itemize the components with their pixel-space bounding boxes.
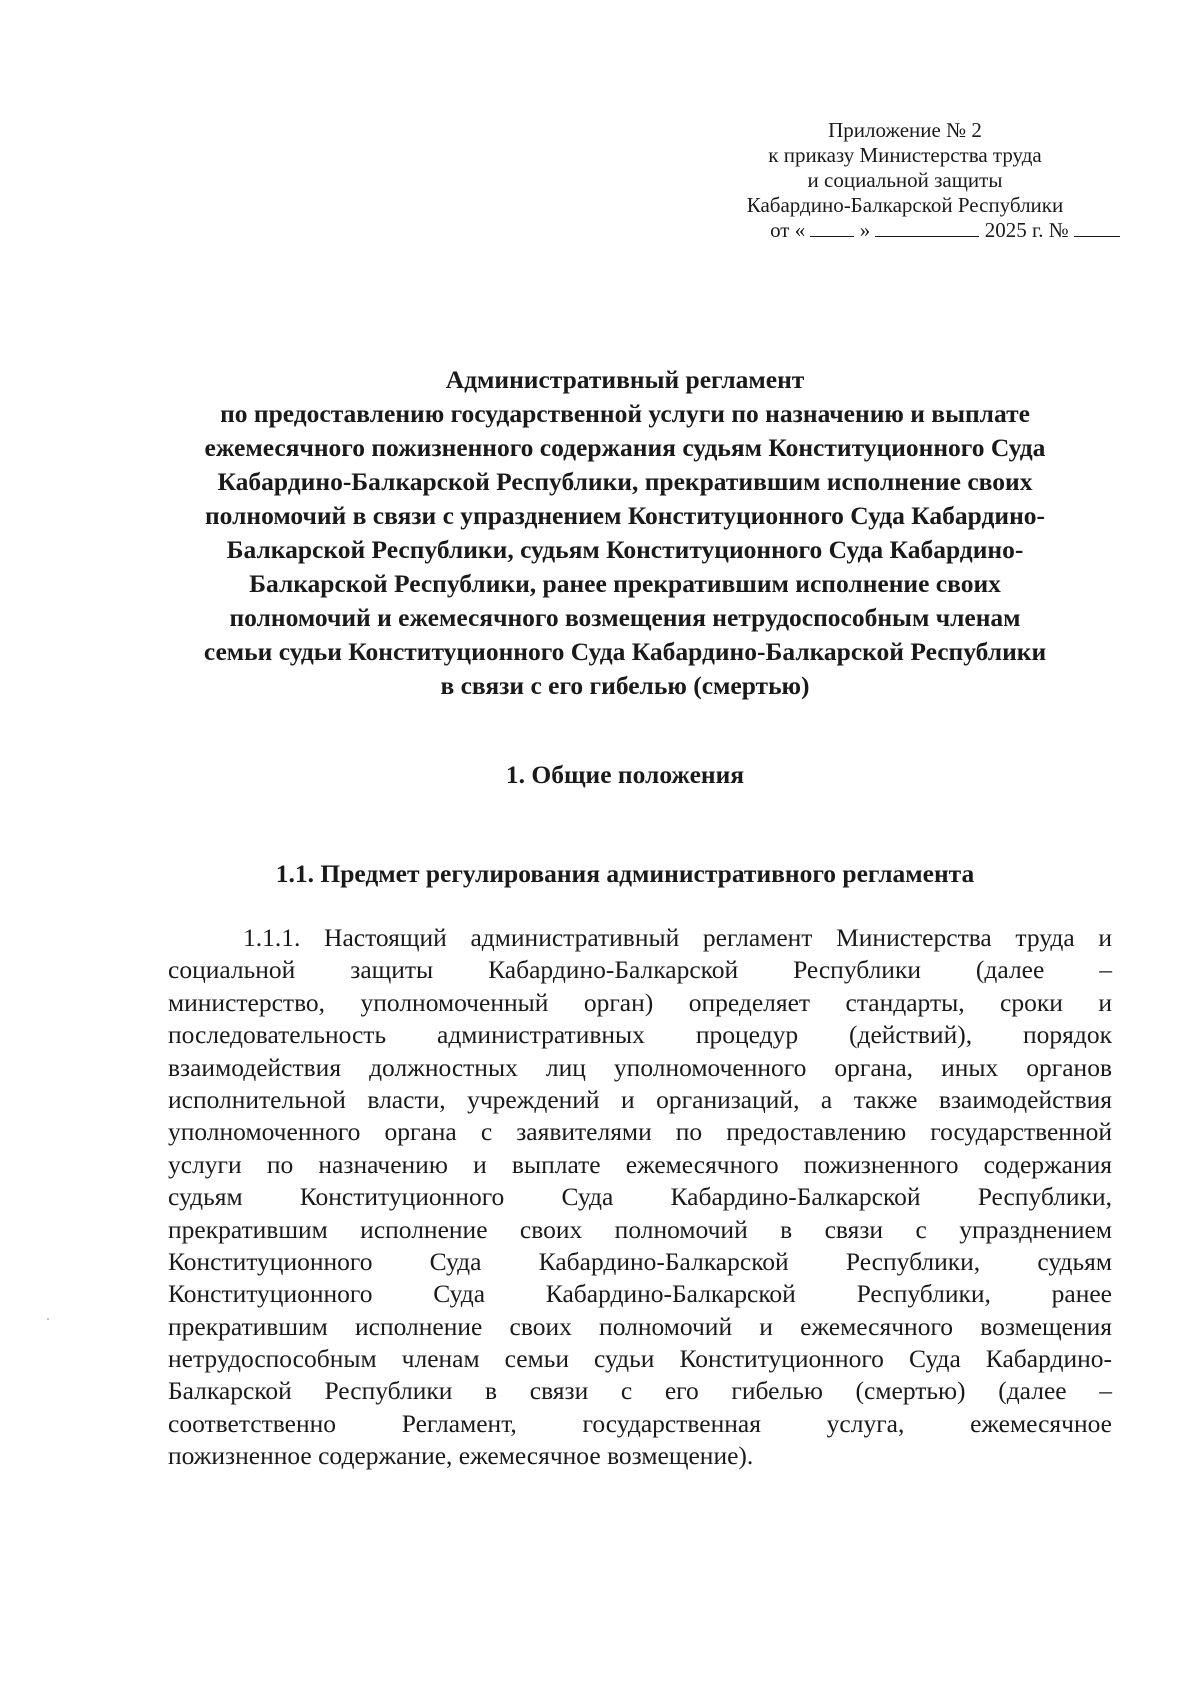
paragraph-line: прекратившим исполнение своих полномочий и ежемесячного возмещения [168,1311,1112,1341]
annex-number: Приложение № 2 [828,118,982,142]
scan-speck [47,1318,49,1320]
date-mid: » [859,218,871,242]
title-line: по предоставлению государственной услуги по назначению и выплате [220,399,1030,428]
paragraph-line: уполномоченного органа с заявителями по предоставлению государственной [168,1117,1112,1147]
paragraph-line: последовательность административных процедур (действий), порядок [168,1020,1112,1050]
title-line: Балкарской Республики, ранее прекратившим исполнение своих [249,569,1001,598]
section-heading-general: 1. Общие положения [505,760,745,789]
title-line: в связи с его гибелью (смертью) [440,671,810,700]
annex-republic: Кабардино-Балкарской Республики [746,193,1064,217]
paragraph-line: нетрудоспособным членам семьи судьи Конституционного Суда Кабардино- [168,1344,1112,1374]
day-blank [810,218,854,237]
annex-date-line [690,218,1120,243]
paragraph-line: взаимодействия должностных лиц уполномоченного органа, иных органов [168,1052,1112,1082]
paragraph-line: пожизненное содержание, ежемесячное возмещение). [168,1441,754,1471]
document-title [150,363,1100,703]
paragraph-line: прекратившим исполнение своих полномочий в связи с упразднением [168,1214,1112,1244]
paragraph-line: 1.1.1. Настоящий административный регламент Министерства труда и [243,923,1112,952]
title-line: ежемесячного пожизненного содержания судьям Конституционного Суда [204,433,1046,462]
paragraph-line: услуги по назначению и выплате ежемесячного пожизненного содержания [168,1149,1112,1179]
annex-order-ref: к приказу Министерства труда [768,143,1042,167]
title-line: полномочий в связи с упразднением Конституционного Суда Кабардино- [204,501,1046,530]
annex-header [690,118,1120,243]
date-year: 2025 г. № [984,218,1069,242]
paragraph-line: социальной защиты Кабардино-Балкарской Республики (далее – [168,955,1112,985]
title-line: полномочий и ежемесячного возмещения нетрудоспособным членам [229,603,1021,632]
title-line: семьи судьи Конституционного Суда Кабардино-Балкарской Республики [203,637,1047,666]
month-blank [875,218,979,237]
paragraph-1-1-1 [168,922,1112,1473]
subsection-heading-subject: 1.1. Предмет регулирования административного регламента [275,859,975,888]
paragraph-line: судьям Конституционного Суда Кабардино-Балкарской Республики, [168,1182,1112,1212]
title-line: Кабардино-Балкарской Республики, прекратившим исполнение своих [217,467,1033,496]
paragraph-line: министерство, уполномоченный орган) определяет стандарты, сроки и [168,987,1112,1017]
paragraph-line: Конституционного Суда Кабардино-Балкарской Республики, судьям [168,1246,1112,1276]
date-prefix: от « [770,218,806,242]
paragraph-line: Балкарской Республики в связи с его гибелью (смертью) (далее – [168,1376,1112,1406]
title-line: Балкарской Республики, судьям Конституционного Суда Кабардино- [226,535,1024,564]
paragraph-line: соответственно Регламент, государственная услуга, ежемесячное [168,1408,1112,1438]
annex-ministry: и социальной защиты [807,168,1003,192]
number-blank [1074,218,1120,237]
paragraph-line: Конституционного Суда Кабардино-Балкарской Республики, ранее [168,1279,1112,1309]
title-line: Административный регламент [445,365,805,394]
paragraph-line: исполнительной власти, учреждений и организаций, а также взаимодействия [168,1084,1112,1114]
